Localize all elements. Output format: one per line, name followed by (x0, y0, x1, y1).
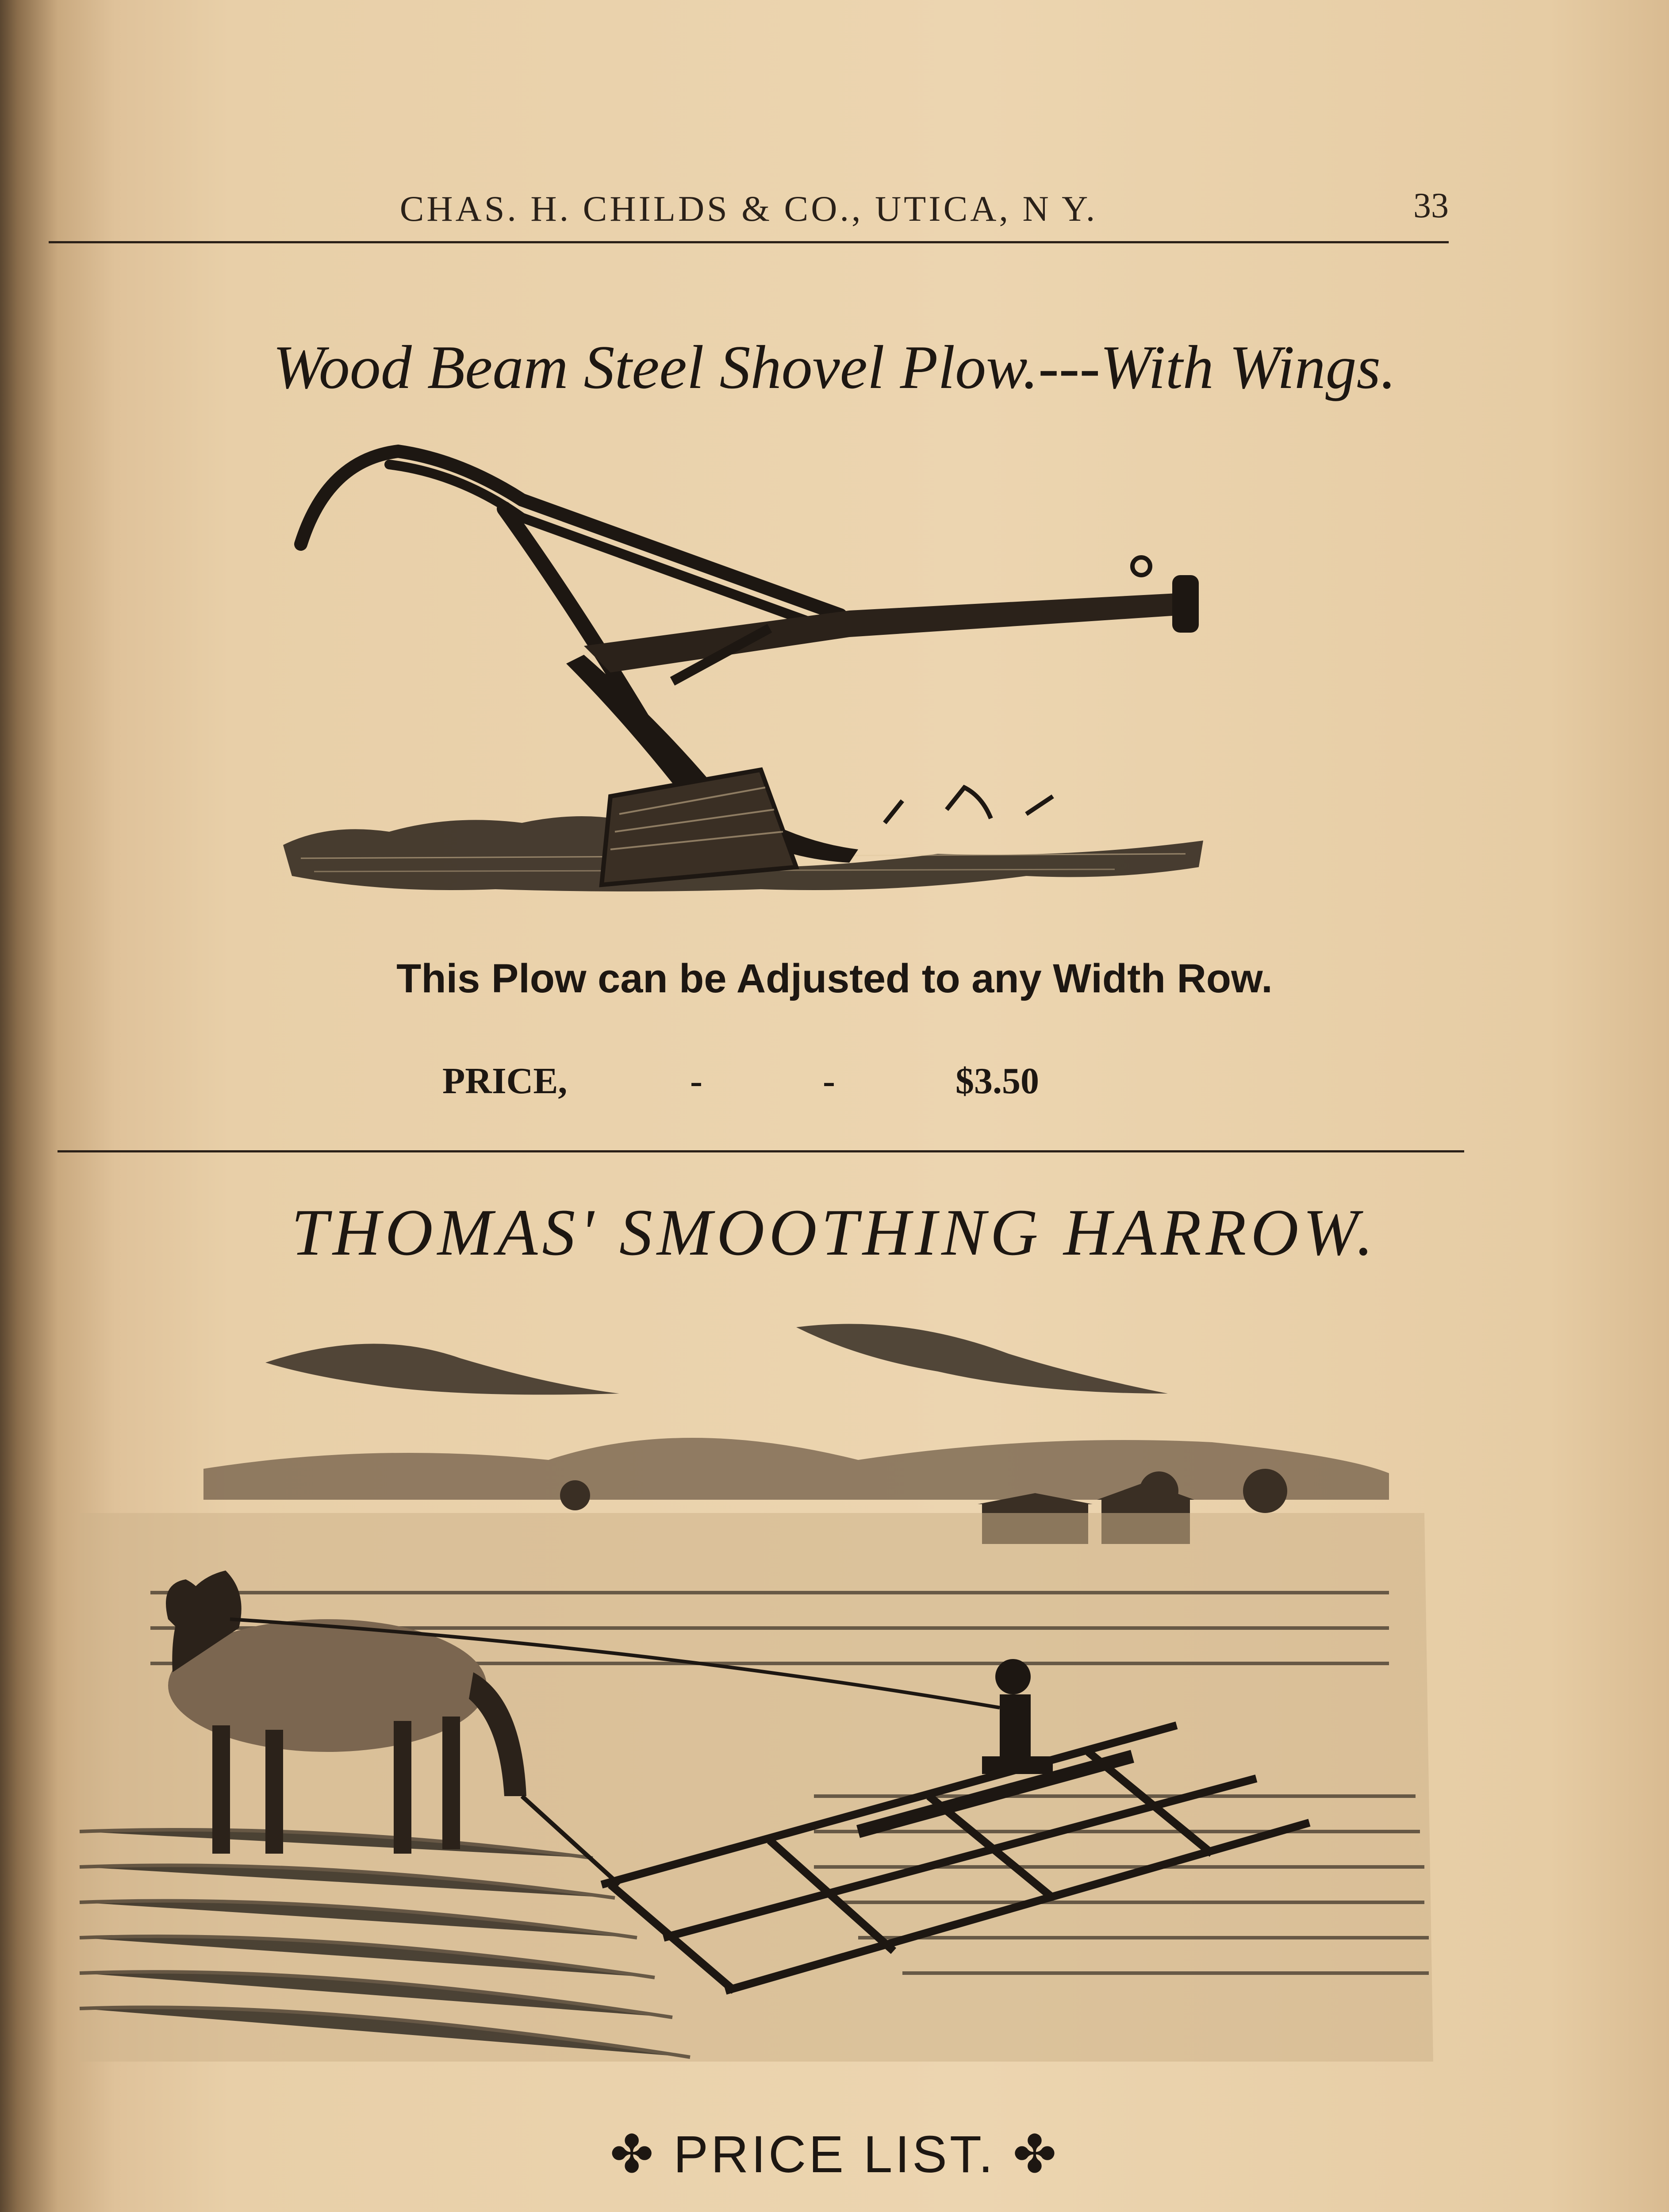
clouds (265, 1324, 1168, 1395)
plow-price-line (442, 1060, 1106, 1108)
plow-handles (301, 451, 840, 770)
price-list-heading-text: PRICE LIST. (673, 2125, 996, 2184)
price-value: $3.50 (955, 1060, 1039, 1102)
plow-title: Wood Beam Steel Shovel Plow.---With Wings. (272, 333, 1396, 402)
price-separator: - (823, 1060, 835, 1102)
plow-illustration (274, 434, 1230, 920)
plow-clevis (1172, 575, 1199, 633)
ornament-left-icon: ✤ (610, 2125, 674, 2184)
price-label: PRICE, (442, 1060, 568, 1102)
plow-shovel (602, 770, 796, 885)
plow-caption: This Plow can be Adjusted to any Width Row. (396, 956, 1273, 1001)
harrow-title: THOMAS' SMOOTHING HARROW. (291, 1196, 1378, 1269)
price-separator: - (690, 1060, 702, 1102)
plow-beam (584, 593, 1186, 672)
ornament-right-icon: ✤ (995, 2125, 1059, 2184)
harrow-illustration (62, 1310, 1455, 2088)
hills (203, 1438, 1389, 1500)
page-number: 33 (1413, 186, 1449, 225)
running-head: CHAS. H. CHILDS & CO., UTICA, N Y. (399, 188, 1098, 229)
price-list-heading (0, 2124, 1669, 2185)
section-divider (58, 1150, 1464, 1152)
page-header (49, 175, 1449, 243)
